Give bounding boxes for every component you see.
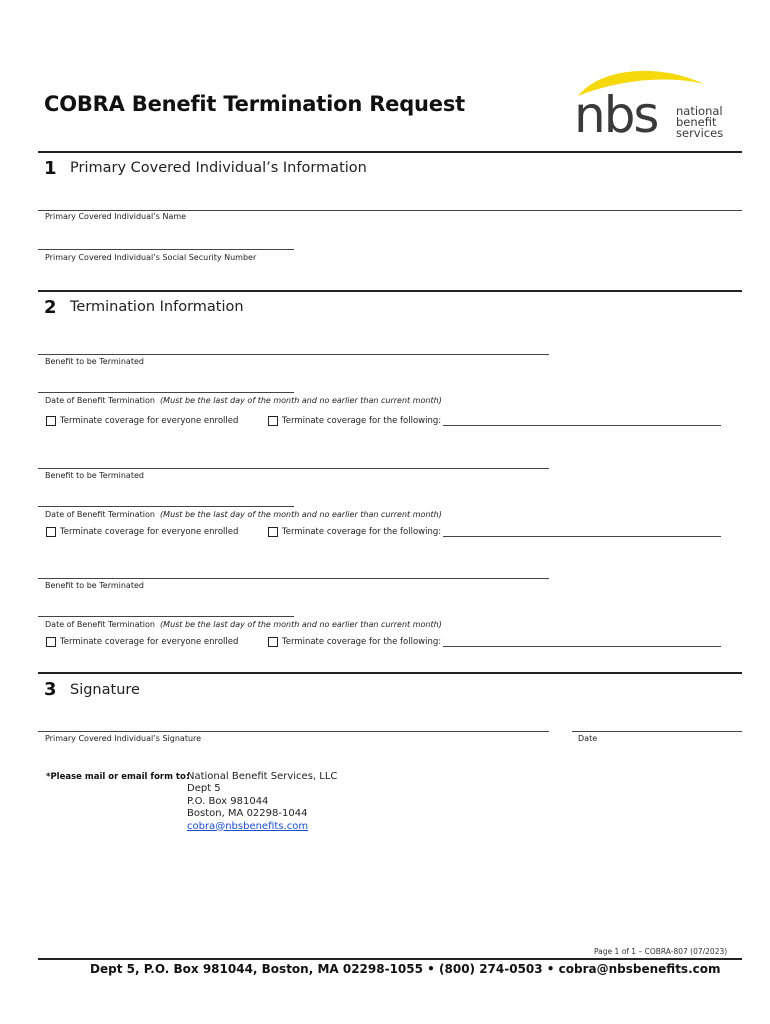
section3-number: 3: [44, 679, 57, 700]
signature-label: Primary Covered Individual’s Signature: [45, 734, 202, 743]
benefit-field[interactable]: [38, 578, 549, 579]
section2-divider: [38, 290, 742, 292]
section1-title: Primary Covered Individual’s Information: [70, 160, 367, 176]
section2-title: Termination Information: [70, 299, 244, 315]
section1-number: 1: [44, 158, 57, 179]
primary-name-label: Primary Covered Individual’s Name: [45, 212, 187, 221]
logo-wordmark: nbs: [574, 86, 658, 144]
checkbox-following[interactable]: [268, 637, 278, 647]
section1-divider: [38, 151, 742, 153]
following-field[interactable]: [443, 637, 721, 647]
signature-field[interactable]: [38, 731, 549, 732]
email-link[interactable]: cobra@nbsbenefits.com: [187, 820, 309, 832]
termination-date-label: Date of Benefit Termination (Must be the last day of the month and no earlier than current month): [45, 510, 442, 519]
benefit-field[interactable]: [38, 468, 549, 469]
section2-number: 2: [44, 297, 57, 318]
termination-date-field[interactable]: [38, 616, 294, 617]
logo-tagline: national benefit services: [676, 104, 724, 140]
checkbox-everyone[interactable]: [46, 527, 56, 537]
following-field[interactable]: [443, 416, 721, 426]
ssn-field[interactable]: [38, 249, 294, 250]
footer-contact: Dept 5, P.O. Box 981044, Boston, MA 02298-1055 • (800) 274-0503 • cobra@nbsbenefits.com: [90, 962, 721, 976]
option-following[interactable]: Terminate coverage for the following:: [268, 637, 721, 647]
checkbox-everyone[interactable]: [46, 637, 56, 647]
primary-name-field[interactable]: [38, 210, 742, 211]
checkbox-following[interactable]: [268, 527, 278, 537]
option-following[interactable]: Terminate coverage for the following:: [268, 527, 721, 537]
following-field[interactable]: [443, 527, 721, 537]
option-everyone[interactable]: Terminate coverage for everyone enrolled: [46, 527, 238, 537]
footer-divider: [38, 958, 742, 960]
checkbox-following[interactable]: [268, 416, 278, 426]
page-title: COBRA Benefit Termination Request: [44, 92, 465, 116]
signature-date-label: Date: [578, 734, 598, 743]
section3-divider: [38, 672, 742, 674]
page-info: Page 1 of 1 – COBRA-807 (07/2023): [594, 947, 728, 956]
nbs-logo: [572, 66, 742, 146]
option-everyone[interactable]: Terminate coverage for everyone enrolled: [46, 416, 238, 426]
signature-date-field[interactable]: [572, 731, 742, 732]
mailing-address: National Benefit Services, LLC Dept 5 P.O. Box 981044 Boston, MA 02298-1044 cobra@nbsbenefits.com: [187, 771, 338, 832]
benefit-label: Benefit to be Terminated: [45, 471, 144, 480]
section3-title: Signature: [70, 682, 140, 698]
termination-date-label: Date of Benefit Termination (Must be the last day of the month and no earlier than current month): [45, 620, 442, 629]
ssn-label: Primary Covered Individual’s Social Security Number: [45, 253, 257, 262]
mail-instructions-label: *Please mail or email form to:: [46, 772, 190, 782]
option-following[interactable]: Terminate coverage for the following:: [268, 416, 721, 426]
termination-date-field[interactable]: [38, 506, 294, 507]
benefit-label: Benefit to be Terminated: [45, 357, 144, 366]
termination-date-label: Date of Benefit Termination (Must be the last day of the month and no earlier than current month): [45, 396, 442, 405]
benefit-field[interactable]: [38, 354, 549, 355]
checkbox-everyone[interactable]: [46, 416, 56, 426]
benefit-label: Benefit to be Terminated: [45, 581, 144, 590]
option-everyone[interactable]: Terminate coverage for everyone enrolled: [46, 637, 238, 647]
termination-date-field[interactable]: [38, 392, 294, 393]
